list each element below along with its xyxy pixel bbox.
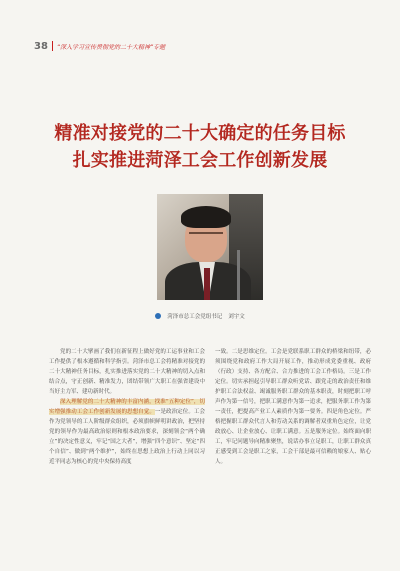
caption-bullet-icon	[155, 313, 161, 319]
page-header	[34, 40, 165, 52]
caption-role: 菏泽市总工会党组书记	[167, 314, 223, 320]
highlighted-heading: 深入理解党的二十大精神的丰富内涵，找准“五种定位”，切实增强推动工会工作创新发展的思想自觉。	[49, 399, 205, 415]
caption-name: 刘宇文	[228, 314, 245, 320]
running-title: “深入学习宣传贯彻党的二十大精神”专题	[56, 43, 166, 51]
paragraph-2	[49, 397, 205, 467]
paragraph-2-text: 一是政治定位。工会作为党领导的工人阶级群众组织，必须旗帜鲜明讲政治，把坚持党的领导作为最高政治原则和根本政治要求，深刻领会“两个确立”的决定性意义，牢记“国之大者”，增强“四个意识”、坚定“四个自信”、做到“两个维护”，始终在思想上政治上行动上同以习近平同志为核心的党中央保持高度	[49, 409, 205, 465]
header-divider	[52, 41, 53, 51]
speaker-photo	[157, 194, 263, 300]
page-number: 38	[34, 40, 48, 52]
microphone-icon	[237, 250, 240, 300]
photo-caption	[0, 312, 400, 320]
paragraph-3: 一致。二是思维定位。工会是党联系职工群众的桥梁和纽带，必须围绕党和政府工作大局开展工作，推动形成党委重视、政府（行政）支持、各方配合、合力推进的工会工作格局。三是工作定位。切实承担起引导职工群众听党话、跟党走的政治责任和维护职工合法权益、竭诚服务职工群众的基本职责，时刻把职工呼声作为第一信号，把职工满意作为第一追求，把服务职工作为第一责任，把提高产业工人素质作为第一要务。四是角色定位。严格把握职工群众代言人和劳动关系的调解者双重角色定位，让党政放心、让企业放心、让职工满意。五是服务定位。始终面向职工，牢记问题导向精准聚焦，说话办事立足职工，让职工群众真正感受到工会是职工之家，工会干部是最可信赖的娘家人、贴心人。	[215, 349, 371, 465]
photo-hair	[181, 206, 231, 228]
article-title-line-2: 扎实推进菏泽工会工作创新发展	[72, 150, 328, 171]
paragraph-1: 党的二十大擘画了我们在新征程上做好党的工运事业和工会工作提供了根本遵循和科学指引。菏泽市总工会将精准对接党的二十大精神任务目标，扎实推进落实党的二十大精神的切入点和结合点，守正创新、精准发力，团结带领广大职工在强省建设中当好主力军、建功新时代。	[49, 349, 205, 395]
article-title-line-1: 精准对接党的二十大确定的任务目标	[54, 123, 346, 144]
photo-tie	[204, 268, 210, 300]
body-column-left	[49, 347, 205, 467]
photo-glasses	[189, 232, 223, 241]
body-column-right	[215, 347, 371, 467]
